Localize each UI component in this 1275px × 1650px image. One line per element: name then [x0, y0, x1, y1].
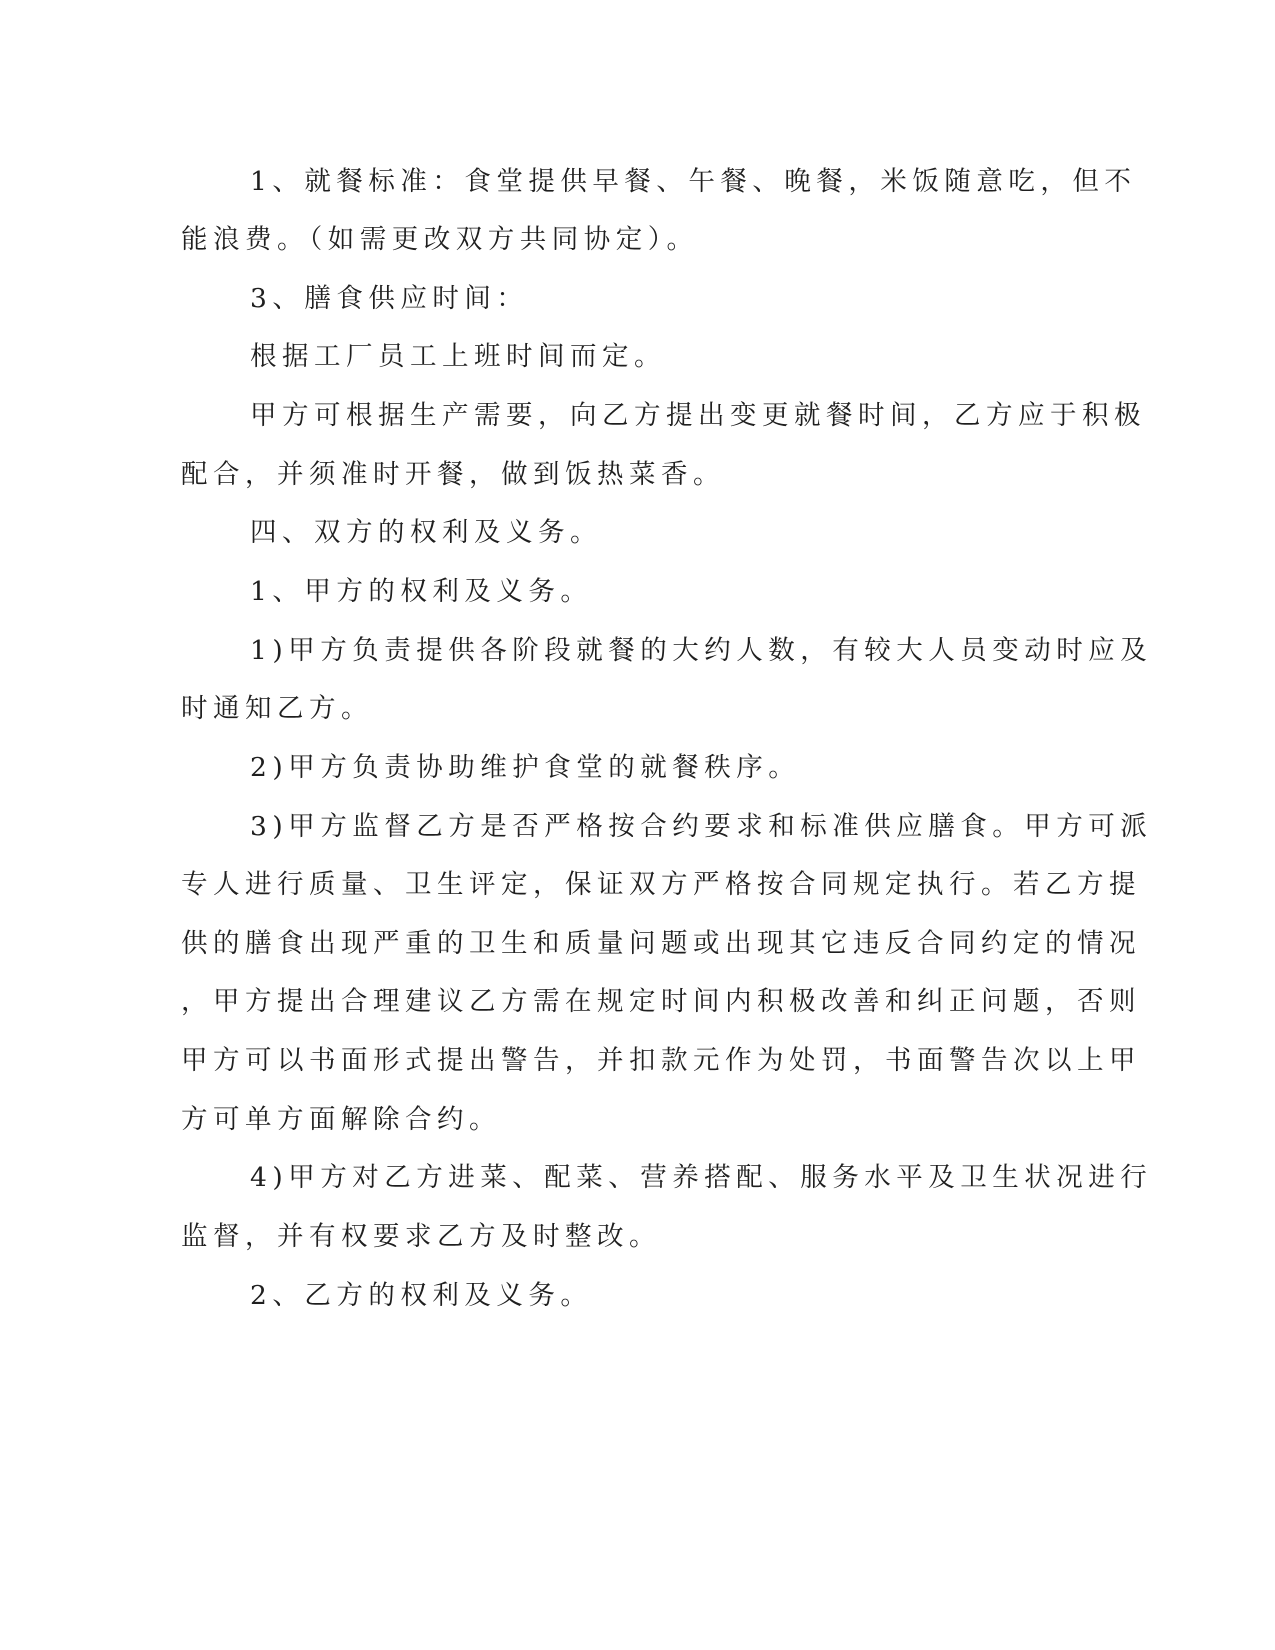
- text-line: 监督，并有权要求乙方及时整改。: [181, 1221, 661, 1252]
- text-line: 供的膳食出现严重的卫生和质量问题或出现其它违反合同约定的情况: [181, 928, 1141, 959]
- text-line: 专人进行质量、卫生评定，保证双方严格按合同规定执行。若乙方提: [181, 869, 1141, 900]
- text-line: 甲方可以书面形式提出警告，并扣款元作为处罚，书面警告次以上甲: [181, 1045, 1141, 1076]
- text-line: 1)甲方负责提供各阶段就餐的大约人数，有较大人员变动时应及: [250, 635, 1153, 666]
- text-line: 配合，并须准时开餐，做到饭热菜香。: [181, 459, 725, 490]
- text-line: 甲方可根据生产需要，向乙方提出变更就餐时间，乙方应于积极: [250, 400, 1146, 431]
- text-line: 3)甲方监督乙方是否严格按合约要求和标准供应膳食。甲方可派: [250, 811, 1153, 842]
- text-line: 2、乙方的权利及义务。: [250, 1280, 593, 1311]
- text-line: 时通知乙方。: [181, 693, 373, 724]
- text-line: 方可单方面解除合约。: [181, 1104, 501, 1135]
- text-line: 1、甲方的权利及义务。: [250, 576, 593, 607]
- text-line: 2)甲方负责协助维护食堂的就餐秩序。: [250, 752, 801, 783]
- text-line: 3、膳食供应时间：: [250, 283, 529, 314]
- text-line: 四、双方的权利及义务。: [250, 517, 602, 548]
- text-line: ，甲方提出合理建议乙方需在规定时间内积极改善和纠正问题，否则: [181, 986, 1141, 1017]
- text-line: 1、就餐标准：食堂提供早餐、午餐、晚餐，米饭随意吃，但不: [250, 166, 1137, 197]
- text-line: 根据工厂员工上班时间而定。: [250, 341, 666, 372]
- text-line: 4)甲方对乙方进菜、配菜、营养搭配、服务水平及卫生状况进行: [250, 1162, 1153, 1193]
- text-line: 能浪费。（如需更改双方共同协定）。: [181, 224, 699, 255]
